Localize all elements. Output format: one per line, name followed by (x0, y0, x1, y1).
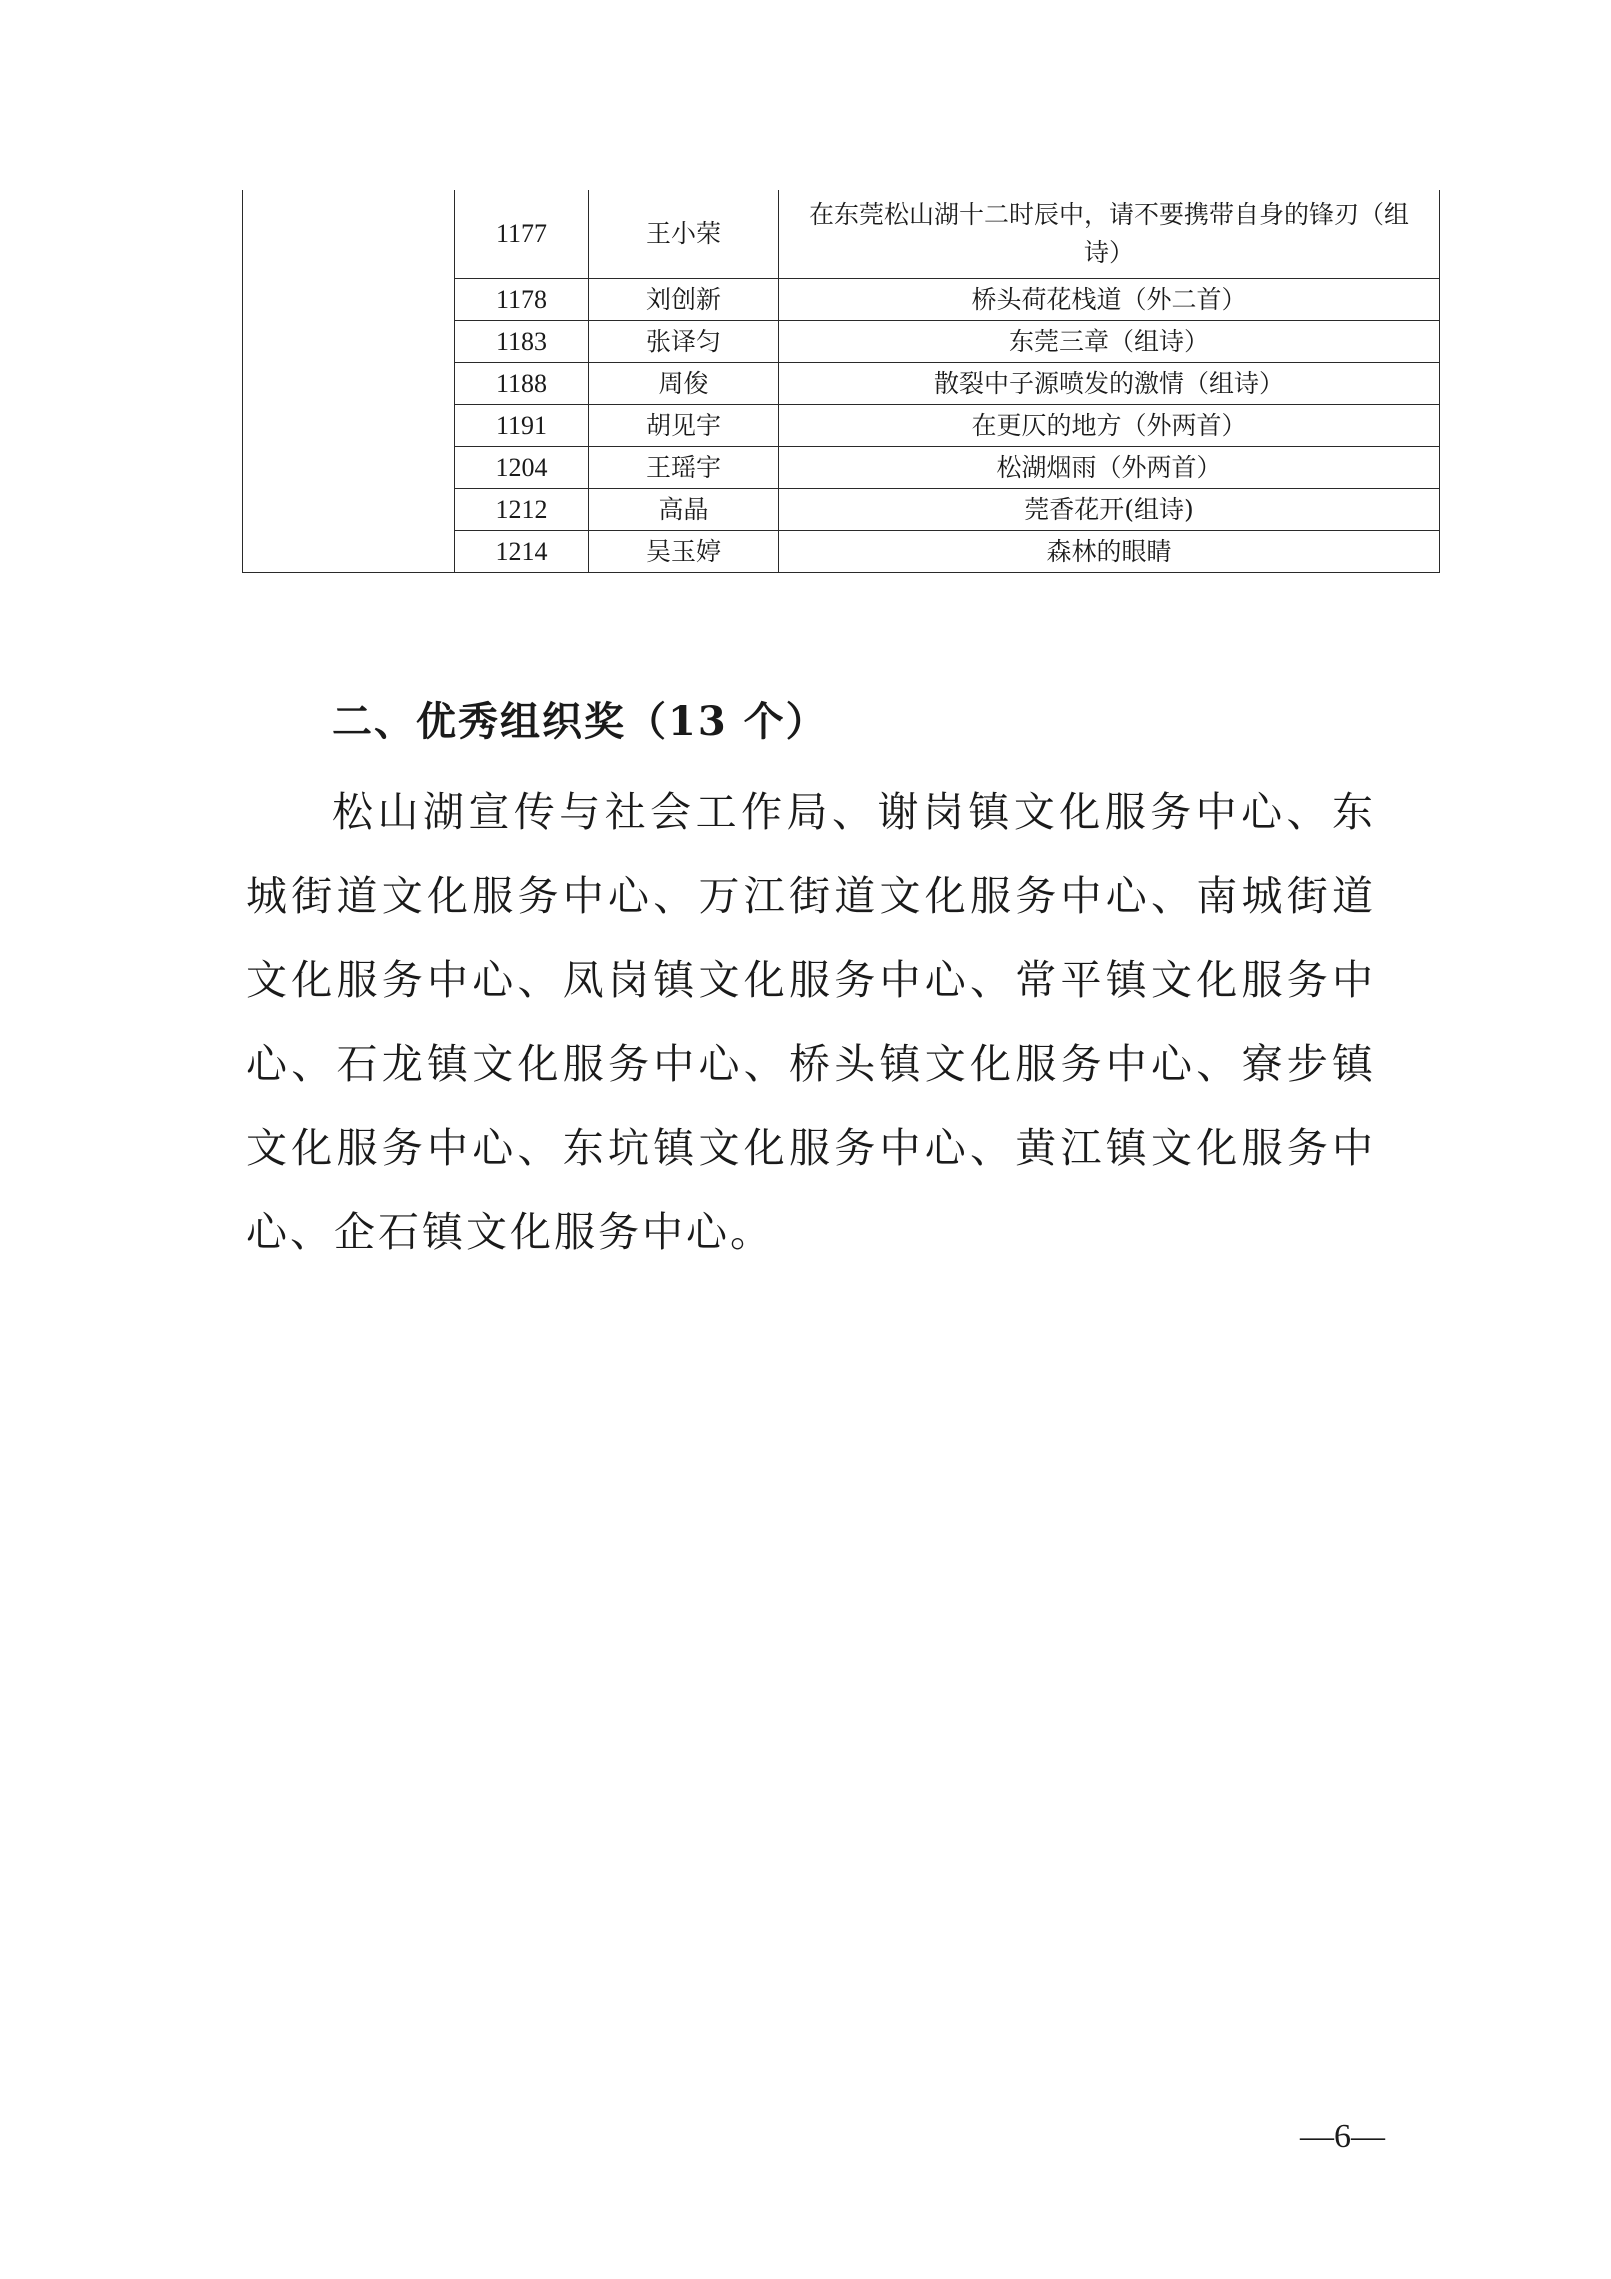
entry-number: 1188 (455, 363, 589, 405)
entry-number: 1178 (455, 279, 589, 321)
entry-title: 桥头荷花栈道（外二首） (779, 279, 1440, 321)
entry-number: 1177 (455, 190, 589, 279)
category-cell (243, 190, 455, 573)
entry-author: 王瑶宇 (589, 447, 779, 489)
entry-title: 在更仄的地方（外两首） (779, 405, 1440, 447)
entry-author: 刘创新 (589, 279, 779, 321)
entry-number: 1191 (455, 405, 589, 447)
entry-number: 1212 (455, 489, 589, 531)
entry-author: 张译匀 (589, 321, 779, 363)
section-heading: 二、优秀组织奖（13 个） (332, 698, 828, 745)
award-table (242, 190, 1440, 573)
entry-title: 松湖烟雨（外两首） (779, 447, 1440, 489)
entry-title: 在东莞松山湖十二时辰中，请不要携带自身的锋刃（组诗） (779, 190, 1440, 279)
entry-title: 散裂中子源喷发的激情（组诗） (779, 363, 1440, 405)
entry-author: 吴玉婷 (589, 531, 779, 573)
entry-number: 1204 (455, 447, 589, 489)
entry-author: 胡见宇 (589, 405, 779, 447)
entry-title: 森林的眼睛 (779, 531, 1440, 573)
entry-author: 周俊 (589, 363, 779, 405)
entry-author: 高晶 (589, 489, 779, 531)
entry-title: 莞香花开(组诗) (779, 489, 1440, 531)
page-number: —6— (1300, 2118, 1385, 2155)
entry-number: 1214 (455, 531, 589, 573)
entry-number: 1183 (455, 321, 589, 363)
entry-author: 王小荣 (589, 190, 779, 279)
section-body: 松山湖宣传与社会工作局、谢岗镇文化服务中心、东城街道文化服务中心、万江街道文化服务中心、南城街道文化服务中心、凤岗镇文化服务中心、常平镇文化服务中心、石龙镇文化服务中心、桥头镇文化服务中心、寮步镇文化服务中心、东坑镇文化服务中心、黄江镇文化服务中心、企石镇文化服务中心。 (246, 788, 1376, 1256)
table-row (243, 190, 1440, 279)
entry-title: 东莞三章（组诗） (779, 321, 1440, 363)
